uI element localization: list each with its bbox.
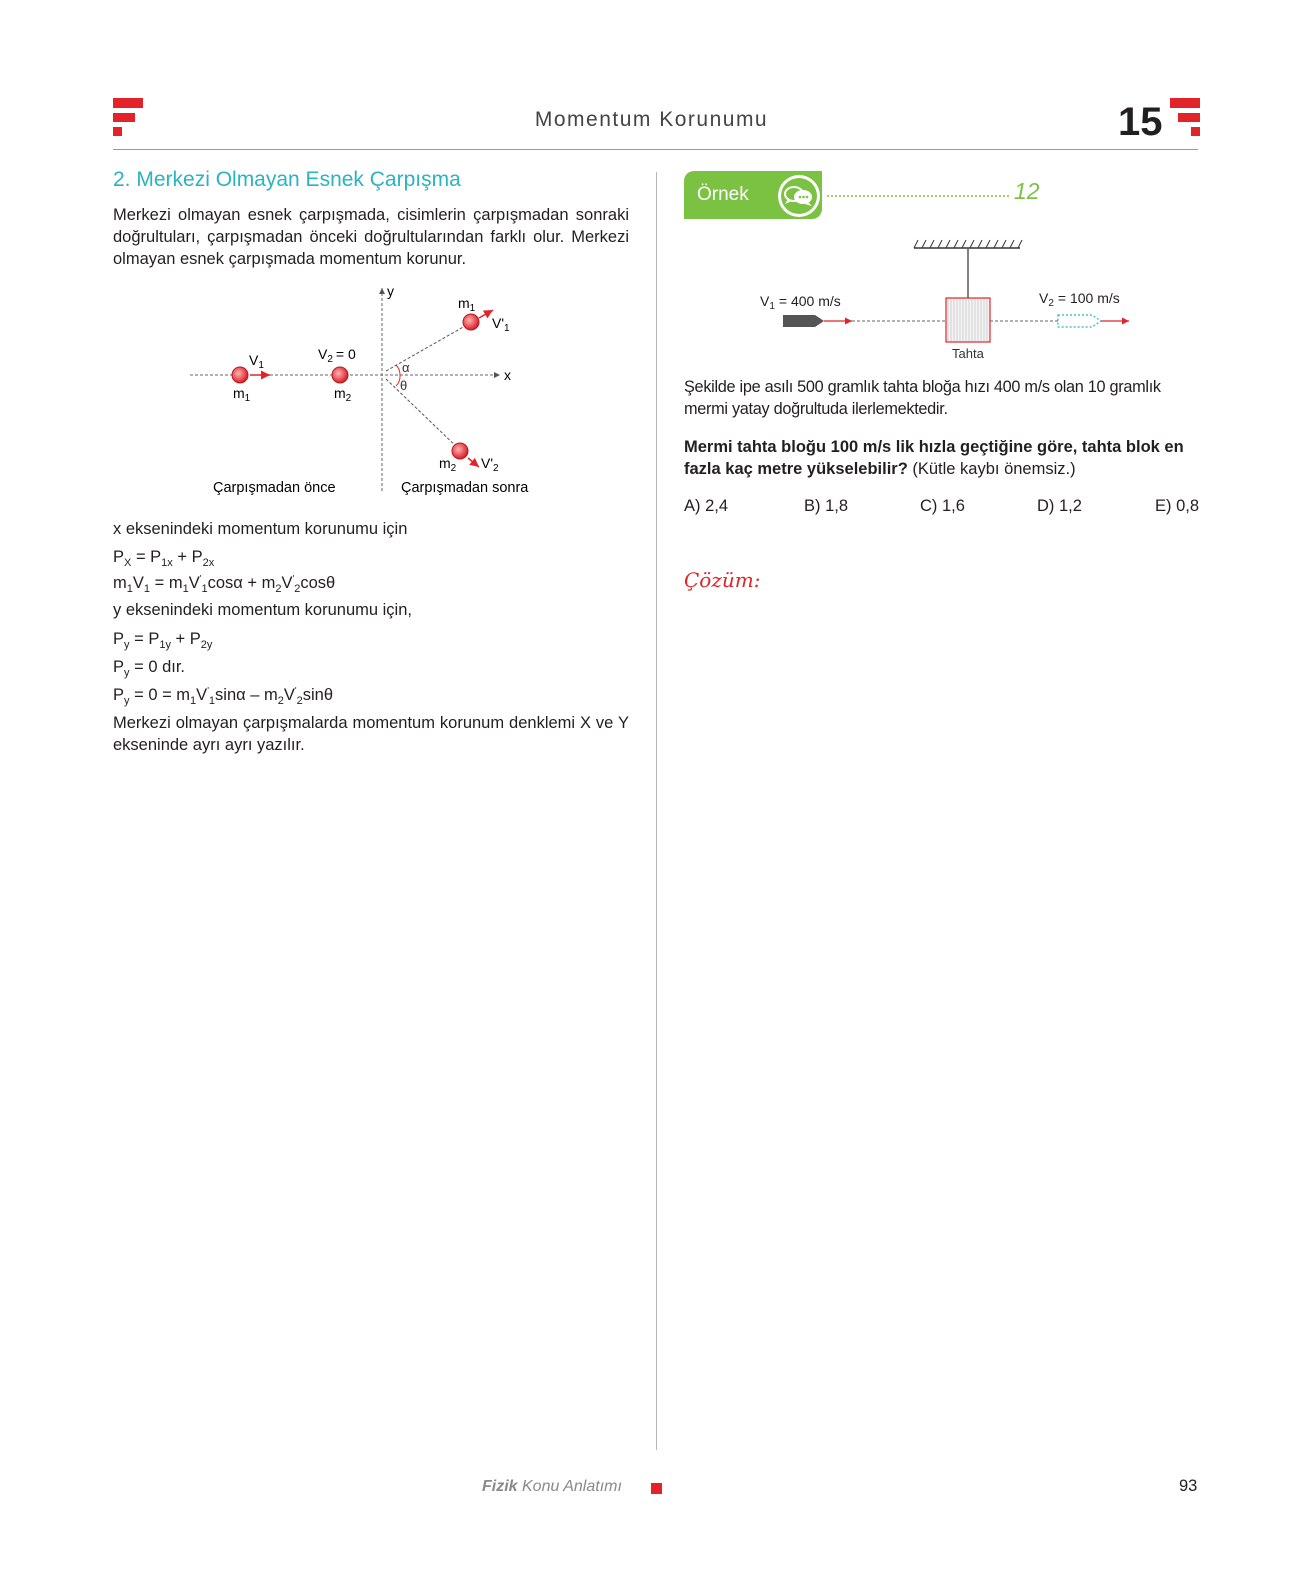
footer-book-title: Fizik Konu Anlatımı: [482, 1478, 622, 1495]
chapter-number: 15: [1118, 100, 1163, 144]
v2-label: $V_2 = 0$: [318, 346, 356, 365]
alpha-label: α: [402, 360, 410, 375]
example-dotted-rule: [827, 195, 1009, 197]
velocity-v1-after-arrow: [479, 310, 493, 318]
header-title: Momentum Korunumu: [534, 108, 769, 131]
ball-m1: [232, 367, 248, 383]
m1-after-label: $m_1$: [458, 295, 476, 314]
trajectory-m2-line: [386, 379, 460, 450]
problem-statement: Şekilde ipe asılı 500 gramlık tahta bloğa hızı 400 m/s olan 10 gramlık mermi yatay doğrultuda ilerlemektedir.: [684, 378, 1161, 418]
option-b[interactable]: B) 1,8: [804, 497, 849, 515]
bullet-after-outline: [1058, 315, 1101, 327]
m1-label: $m_1$: [233, 385, 251, 404]
caption-after: Çarpışmadan sonra: [401, 480, 529, 496]
example-number: 12: [1014, 178, 1040, 204]
option-a[interactable]: A) 2,4: [684, 497, 729, 515]
x-momentum-intro: x eksenindeki momentum korunumu için: [113, 520, 408, 538]
v2-label: $V_2 = 100$ m/s: [1039, 290, 1120, 309]
v2-after-label: $V'_2$: [481, 455, 499, 474]
option-e[interactable]: E) 0,8: [1155, 497, 1200, 515]
m2-label: $m_2$: [334, 385, 352, 404]
equation-px: $P_X = P_{1x} + P_{2x}$: [113, 548, 215, 569]
option-c[interactable]: C) 1,6: [920, 497, 965, 515]
trajectory-m1-line: [386, 322, 472, 371]
y-axis-label: y: [387, 286, 394, 299]
v1-label: $V_1 = 400$ m/s: [760, 293, 841, 312]
question-statement: Mermi tahta bloğu 100 m/s lik hızla geçtiğine göre, tahta blok en fazla kaç metre yükselebilir? (Kütle kaybı önemsiz.): [684, 438, 1184, 478]
page-number: 93: [1179, 1477, 1198, 1495]
closing-paragraph: Merkezi olmayan çarpışmalarda momentum korunum denklemi X ve Y ekseninde ayrı ayrı yazılır.: [113, 714, 629, 754]
wooden-block: [946, 298, 990, 342]
v1-after-label: $V'_1$: [492, 315, 510, 334]
header-rule: [113, 149, 1198, 150]
ball-m1-after: [463, 314, 479, 330]
block-label: Tahta: [952, 346, 984, 361]
example-badge-label: Örnek: [697, 184, 749, 205]
v1-label: $V_1$: [249, 352, 264, 371]
alpha-arc: [396, 365, 400, 375]
equation-py-zero: $P_y = 0$ dır.: [113, 658, 186, 679]
equation-y-momentum: $P_y = 0 = m_1V'_1\sin\alpha - m_2V'_2\sin\theta$: [113, 685, 334, 707]
theta-label: θ: [400, 378, 408, 393]
equation-py: $P_y = P_{1y} + P_{2y}$: [113, 630, 213, 651]
x-axis-label: x: [504, 367, 511, 383]
velocity-v2-after-arrow: [468, 458, 479, 467]
ceiling-hatch: [914, 240, 1022, 248]
column-divider: [656, 172, 657, 1450]
bullet-block-diagram: [680, 236, 1140, 366]
section-title: 2. Merkezi Olmayan Esnek Çarpışma: [113, 168, 461, 191]
ball-m2-after: [452, 443, 468, 459]
option-d[interactable]: D) 1,2: [1037, 497, 1082, 515]
footer-square-icon: [651, 1483, 662, 1494]
ball-m2: [332, 367, 348, 383]
equation-x-momentum: $m_1V_1 = m_1V'_1\cos\alpha + m_2V'_2\cos\theta$: [113, 573, 336, 595]
y-momentum-intro: y eksenindeki momentum korunumu için,: [113, 601, 412, 619]
solution-label: Çözüm:: [684, 568, 761, 592]
bullet-shape: [783, 315, 824, 327]
collision-diagram: [190, 286, 560, 506]
chat-bubbles-icon: [776, 174, 822, 218]
brand-logo-right-icon: [1170, 98, 1200, 138]
caption-before: Çarpışmadan önce: [213, 480, 336, 496]
m2-after-label: $m_2$: [439, 455, 457, 474]
intro-paragraph: Merkezi olmayan esnek çarpışmada, cisimlerin çarpışmadan sonraki doğrultuları, çarpışmadan önceki doğrultularından farklı olur. Merkezi olmayan esnek çarpışmada momentum korunur.: [113, 206, 629, 268]
